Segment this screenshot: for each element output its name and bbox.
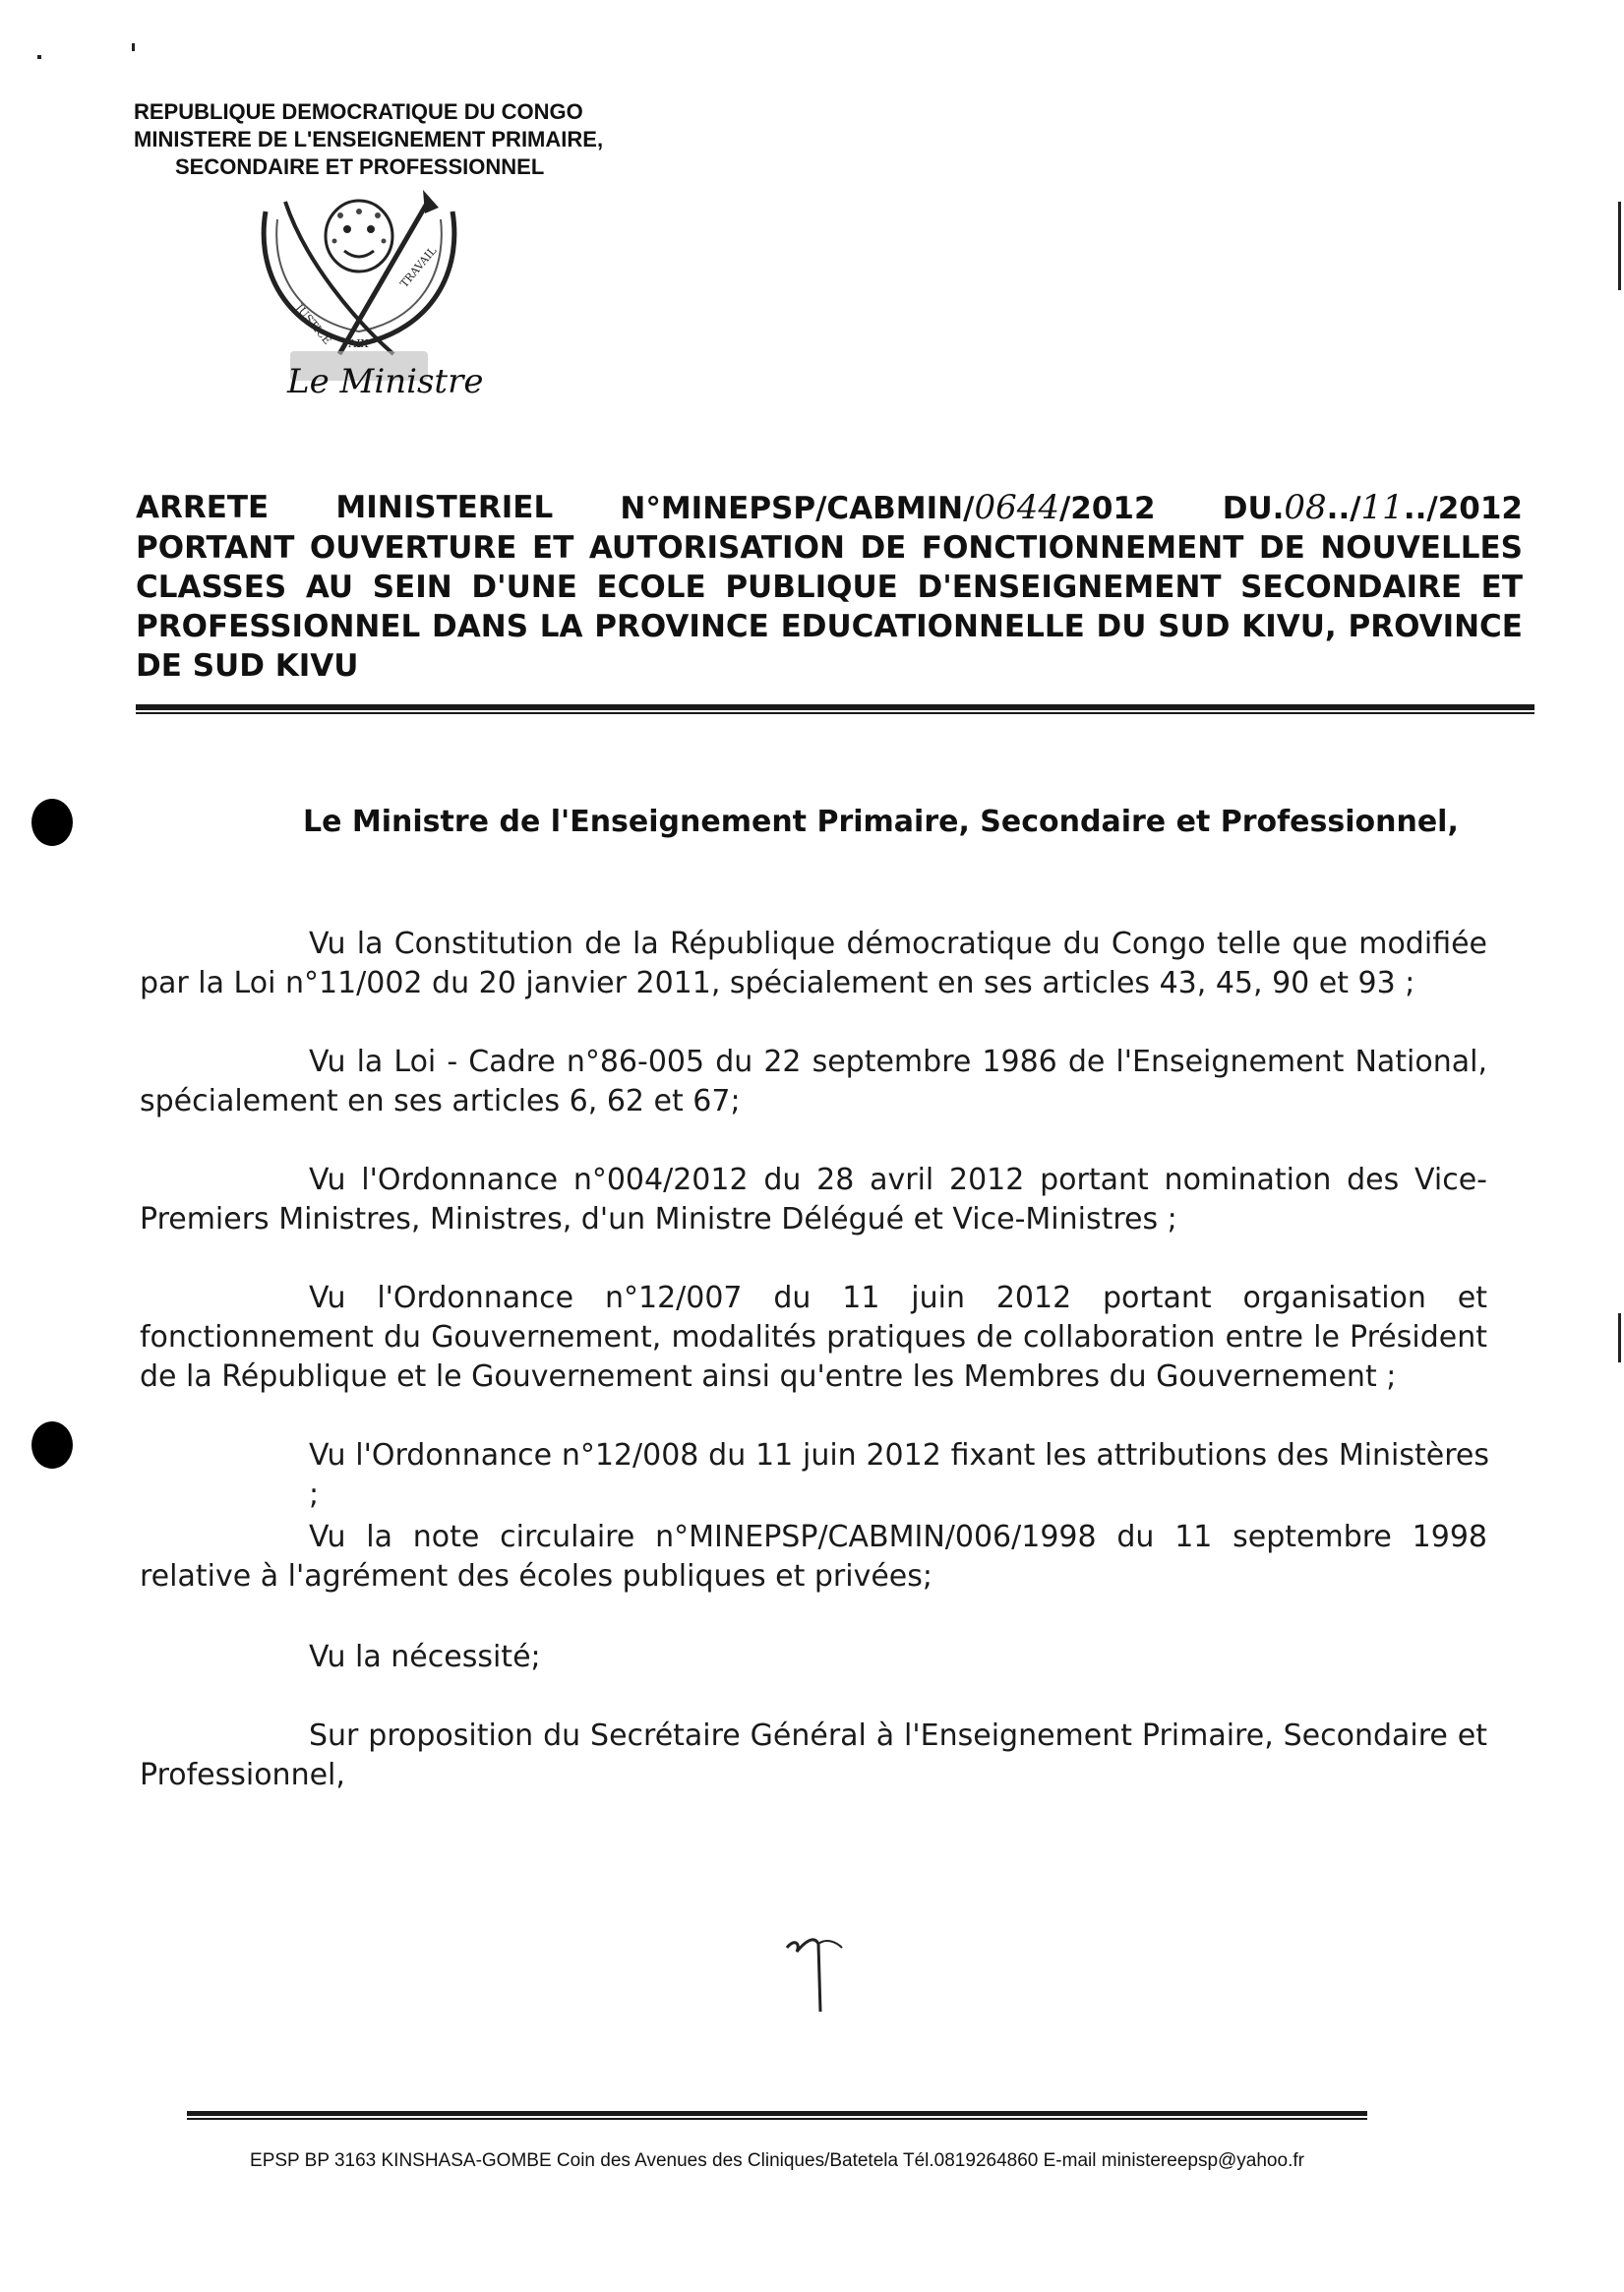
- decree-title: [136, 488, 1523, 686]
- handwritten-number: 0644: [974, 488, 1059, 527]
- motto-word-1: JUSTICE: [292, 301, 334, 347]
- decree-title-row-4: PROFESSIONNEL DANS LA PROVINCE EDUCATIONNELLE DU SUD KIVU, PROVINCE: [136, 609, 1523, 644]
- decree-title-row-5: DE SUD KIVU: [136, 648, 359, 684]
- scan-speck: [1618, 202, 1621, 290]
- handwritten-month: 11: [1360, 488, 1404, 527]
- minister-signature-title: Le Ministre: [287, 362, 484, 401]
- decree-date: DU.08../11../2012: [1222, 488, 1523, 527]
- recital-ordonnance-008: Vu l'Ordonnance n°12/008 du 11 juin 2012 fixant les attributions des Ministères ;: [309, 1438, 1489, 1512]
- ministry-name-line2: SECONDAIRE ET PROFESSIONNEL: [175, 154, 545, 179]
- republic-name: REPUBLIQUE DEMOCRATIQUE DU CONGO: [134, 99, 583, 124]
- minister-heading: Le Ministre de l'Enseignement Primaire, Secondaire et Professionnel,: [303, 805, 1459, 839]
- decree-title-row-2: PORTANT OUVERTURE ET AUTORISATION DE FONCTIONNEMENT DE NOUVELLES: [136, 530, 1523, 566]
- decree-title-row-3: CLASSES AU SEIN D'UNE ECOLE PUBLIQUE D'ENSEIGNEMENT SECONDAIRE ET: [136, 570, 1523, 605]
- footer-divider-thin: [187, 2118, 1367, 2120]
- title-divider: [136, 704, 1534, 710]
- punch-hole: [31, 799, 73, 846]
- recital-constitution: Vu la Constitution de la République démocratique du Congo telle que modifiée par la Loi n°11/002 du 20 janvier 2011, spécialement en ses articles 43, 45, 90 et 93 ;: [140, 927, 1487, 1000]
- recital-note-circulaire: Vu la note circulaire n°MINEPSP/CABMIN/006/1998 du 11 septembre 1998 relative à l'agrément des écoles publiques et privées;: [140, 1520, 1487, 1594]
- scan-speck: [1618, 1313, 1621, 1362]
- title-word-arrete: ARRETE: [136, 490, 270, 525]
- decree-title-row-1: [136, 488, 1523, 528]
- handwritten-day: 08: [1284, 488, 1327, 527]
- leopard-head-icon: [326, 201, 392, 271]
- recital-loi-cadre: Vu la Loi - Cadre n°86-005 du 22 septembre 1986 de l'Enseignement National, spécialement en ses articles 6, 62 et 67;: [140, 1045, 1487, 1118]
- recital-proposition: Sur proposition du Secrétaire Général à l'Enseignement Primaire, Secondaire et Professionnel,: [140, 1719, 1487, 1792]
- scan-speck: [37, 55, 41, 59]
- recital-necessite: Vu la nécessité;: [309, 1640, 541, 1674]
- footer-divider: [187, 2111, 1367, 2116]
- footer-contact: EPSP BP 3163 KINSHASA-GOMBE Coin des Avenues des Cliniques/Batetela Tél.0819264860 E-mail ministereepsp@yahoo.fr: [250, 2150, 1304, 2171]
- recital-ordonnance-004: Vu l'Ordonnance n°004/2012 du 28 avril 2012 portant nomination des Vice-Premiers Ministres, Ministres, d'un Ministre Délégué et Vice-Ministres ;: [140, 1163, 1487, 1236]
- recital-ordonnance-007: Vu l'Ordonnance n°12/007 du 11 juin 2012 portant organisation et fonctionnement du Gouvernement, modalités pratiques de collaboration entre le Président de la République et le Gouvernement ainsi qu'entre les Membres du Gouvernement ;: [140, 1281, 1487, 1394]
- motto-word-2: PAIX: [342, 337, 369, 350]
- punch-hole: [31, 1421, 73, 1469]
- initials-signature-mark: [777, 1918, 856, 2017]
- scan-speck: [132, 43, 135, 51]
- motto-word-3: TRAVAIL: [397, 244, 440, 290]
- title-divider-thin: [136, 712, 1534, 714]
- title-word-ministeriel: MINISTERIEL: [335, 490, 554, 525]
- decree-reference: N°MINEPSP/CABMIN/0644/2012: [620, 488, 1156, 527]
- ministry-name-line1: MINISTERE DE L'ENSEIGNEMENT PRIMAIRE,: [134, 127, 604, 151]
